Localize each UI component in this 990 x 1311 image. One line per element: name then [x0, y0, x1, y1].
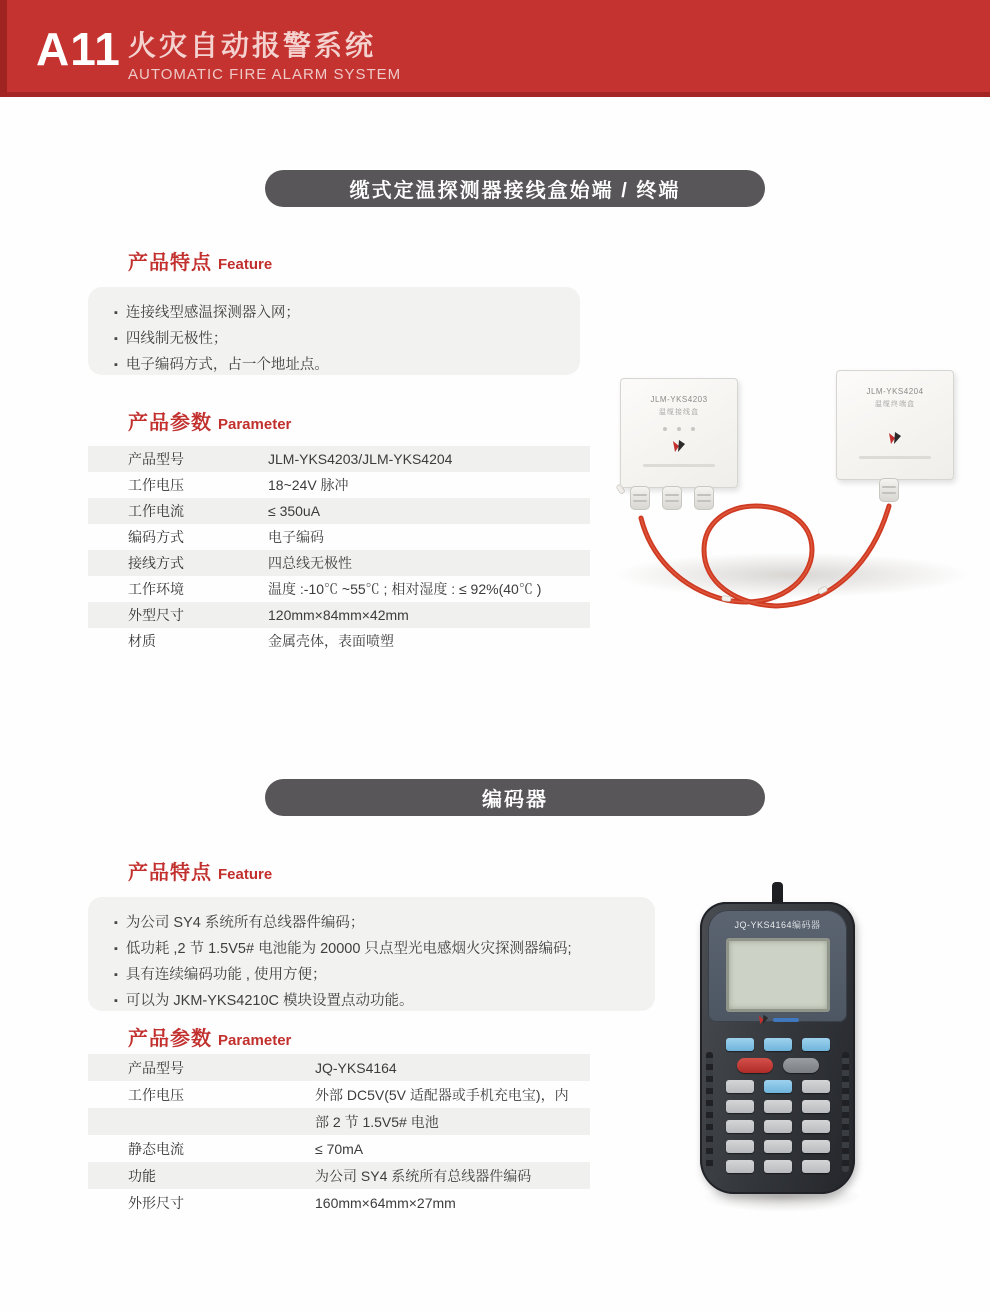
manufacturer-text-line [643, 464, 715, 467]
param-label: 工作电流 [128, 503, 184, 519]
keypad-row [726, 1080, 830, 1093]
param-label: 外型尺寸 [128, 607, 184, 623]
backlight-key [783, 1058, 819, 1073]
table-row [88, 1189, 590, 1216]
param-value: ≤ 350uA [268, 503, 321, 519]
keypad-row [737, 1058, 819, 1073]
keypad-row [726, 1140, 830, 1153]
section1-feature-box [88, 287, 580, 375]
table-row [88, 1135, 590, 1162]
junction-box-name: 温缆接线盒 [659, 409, 699, 416]
cable-gland [630, 486, 650, 510]
key [802, 1140, 830, 1153]
section2-feature-heading [128, 856, 272, 885]
param-value: ≤ 70mA [315, 1140, 364, 1157]
section-code: A11 [36, 23, 121, 75]
param-label: 产品型号 [128, 1059, 184, 1076]
param-value: 金属壳体，表面喷塑 [268, 633, 394, 649]
table-row [88, 550, 590, 576]
key [764, 1140, 792, 1153]
table-row [88, 1081, 590, 1108]
section1-feature-heading [128, 246, 272, 275]
param-label: 工作环境 [128, 581, 184, 597]
key [764, 1100, 792, 1113]
feature-heading-en: Feature [218, 256, 273, 273]
junction-box-model: JLM-YKS4203 [650, 395, 708, 404]
side-grip [706, 1052, 713, 1172]
param-label: 编码方式 [128, 529, 184, 545]
key [726, 1140, 754, 1153]
param-value: 四总线无极性 [268, 555, 352, 571]
brand-text-line [773, 1018, 799, 1022]
device-logo [757, 1014, 799, 1025]
section2-param-heading [128, 1022, 291, 1051]
keypad-row [726, 1160, 830, 1173]
param-label: 产品型号 [128, 451, 184, 467]
key [764, 1160, 792, 1173]
param-label: 功能 [128, 1167, 156, 1184]
bullet-icon: ▪ [114, 333, 118, 345]
table-row [88, 524, 590, 550]
param-label: 静态电流 [128, 1140, 184, 1157]
key [764, 1120, 792, 1133]
keypad-row [726, 1100, 830, 1113]
page-header [0, 0, 990, 97]
param-value: 温度 :-10℃ ~55℃ ; 相对湿度 : ≤ 92%(40℃ ) [268, 581, 542, 597]
device-body [700, 902, 855, 1194]
brand-logo-icon [887, 431, 903, 445]
brand-logo-icon [757, 1014, 770, 1025]
param-label: 接线方式 [128, 555, 184, 571]
keypad-row [726, 1120, 830, 1133]
device-model-label: JQ-YKS4164编码器 [734, 920, 821, 930]
junction-box-terminal [836, 370, 954, 480]
param-value: 160mm×64mm×27mm [315, 1194, 456, 1211]
feature-item: ▪ 可以为 JKM-YKS4210C 模块设置点动功能。 [114, 993, 414, 1009]
header-title-cn: 火灾自动报警系统 [128, 30, 377, 61]
header-title-en: AUTOMATIC FIRE ALARM SYSTEM [128, 66, 402, 83]
device-lcd-screen [726, 938, 830, 1012]
table-row [88, 602, 590, 628]
key [802, 1080, 830, 1093]
feature-item: ▪ 低功耗 ,2 节 1.5V5# 电池能为 20000 只点型光电感烟火灾探测器编码; [114, 941, 572, 957]
cable-gland [694, 486, 714, 510]
device-keypad [726, 1038, 830, 1173]
power-key [737, 1058, 773, 1073]
table-row [88, 498, 590, 524]
keypad-row [726, 1038, 830, 1051]
key [726, 1120, 754, 1133]
key [802, 1100, 830, 1113]
param-value: 电子编码 [268, 529, 324, 545]
encoder-photo [688, 882, 868, 1217]
function-key [726, 1038, 754, 1051]
feature-list [114, 910, 635, 1014]
key [802, 1160, 830, 1173]
cable-gland [879, 478, 899, 502]
param-value: 120mm×84mm×42mm [268, 607, 409, 623]
section1-banner: 缆式定温探测器接线盒始端 / 终端 [265, 170, 765, 207]
feature-item: ▪ 连接线型感温探测器入网； [114, 305, 300, 321]
section2-banner: 编码器 [265, 779, 765, 816]
table-row [88, 628, 590, 654]
section1-param-heading [128, 406, 291, 435]
feature-list [114, 300, 560, 378]
junction-box-start [620, 378, 738, 488]
key [726, 1160, 754, 1173]
param-label: 工作电压 [128, 477, 184, 493]
section2-feature-box [88, 897, 655, 1011]
bullet-icon: ▪ [114, 307, 118, 319]
param-label: 外形尺寸 [128, 1194, 184, 1211]
param-heading-cn: 产品参数 [128, 412, 212, 434]
bullet-icon: ▪ [114, 969, 118, 981]
header-titles [128, 24, 401, 83]
key [802, 1120, 830, 1133]
section2-param-table [88, 1054, 590, 1216]
feature-item: ▪ 为公司 SY4 系统所有总线器件编码； [114, 915, 365, 931]
table-row [88, 1108, 590, 1135]
param-value: 部 2 节 1.5V5# 电池 [315, 1113, 439, 1130]
indicator-leds [621, 427, 737, 431]
param-value: 18~24V 脉冲 [268, 477, 349, 493]
param-heading-en: Parameter [218, 416, 292, 433]
function-key [764, 1080, 792, 1093]
table-row [88, 472, 590, 498]
cable-gland [662, 486, 682, 510]
feature-item: ▪ 具有连续编码功能 , 使用方便； [114, 967, 327, 983]
table-row [88, 446, 590, 472]
bullet-icon: ▪ [114, 943, 118, 955]
feature-item: ▪ 电子编码方式，占一个地址点。 [114, 357, 329, 373]
bullet-icon: ▪ [114, 995, 118, 1007]
table-row [88, 1054, 590, 1081]
table-row [88, 576, 590, 602]
feature-heading-cn: 产品特点 [128, 862, 212, 884]
device-top-panel [708, 910, 847, 1022]
junction-boxes-photo [592, 356, 988, 614]
brand-logo-icon [671, 439, 687, 453]
param-value: 为公司 SY4 系统所有总线器件编码 [315, 1167, 532, 1184]
param-value: JQ-YKS4164 [315, 1059, 397, 1076]
param-heading-cn: 产品参数 [128, 1028, 212, 1050]
feature-heading-cn: 产品特点 [128, 252, 212, 274]
key [726, 1100, 754, 1113]
param-label: 工作电压 [128, 1086, 184, 1103]
side-grip [842, 1052, 849, 1172]
function-key [764, 1038, 792, 1051]
table-row [88, 1162, 590, 1189]
key [726, 1080, 754, 1093]
feature-heading-en: Feature [218, 866, 273, 883]
junction-box-model: JLM-YKS4204 [866, 387, 924, 396]
param-value: JLM-YKS4203/JLM-YKS4204 [268, 451, 453, 467]
param-value: 外部 DC5V(5V 适配器或手机充电宝)，内 [315, 1086, 569, 1103]
bullet-icon: ▪ [114, 917, 118, 929]
junction-box-name: 温缆终端盒 [875, 401, 915, 408]
param-heading-en: Parameter [218, 1032, 292, 1049]
feature-item: ▪ 四线制无极性； [114, 331, 228, 347]
section1-param-table [88, 446, 590, 654]
manufacturer-text-line [859, 456, 931, 459]
function-key [802, 1038, 830, 1051]
param-label: 材质 [128, 633, 156, 649]
bullet-icon: ▪ [114, 359, 118, 371]
